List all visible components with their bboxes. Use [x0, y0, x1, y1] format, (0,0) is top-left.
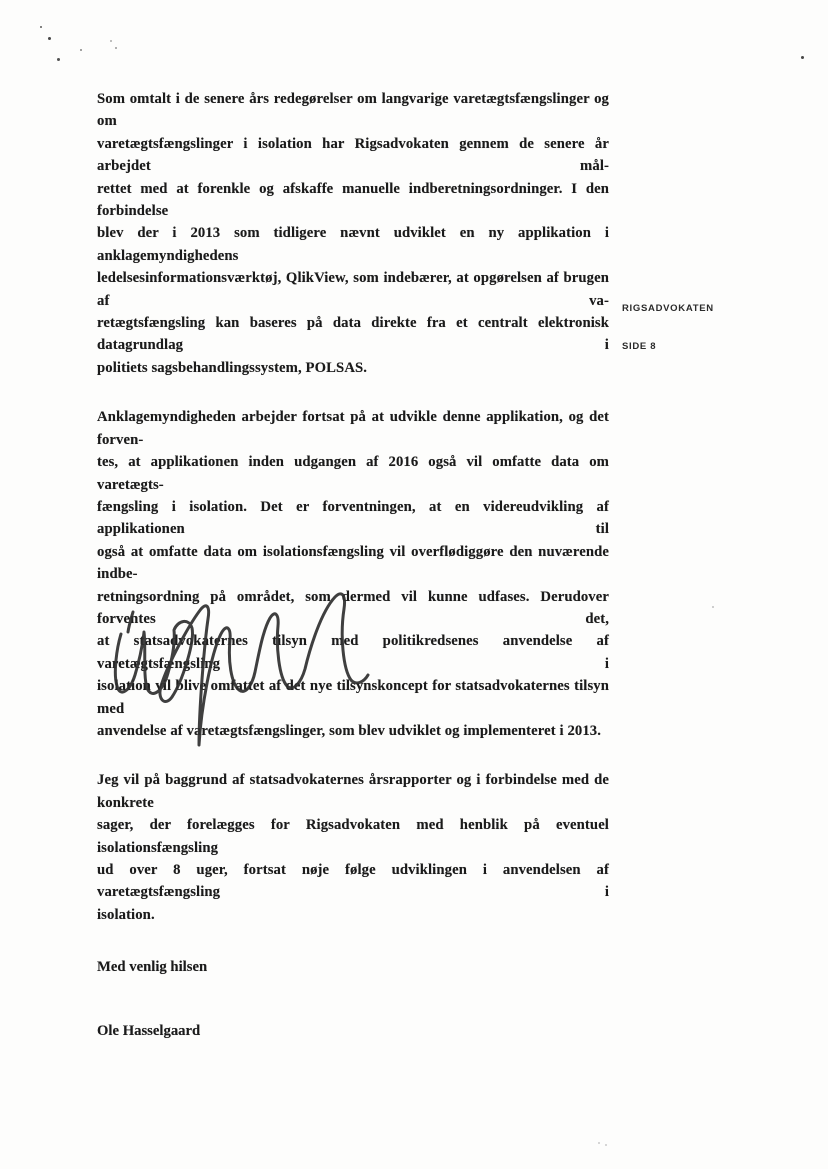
- closing-salutation: Med venlig hilsen: [97, 959, 208, 976]
- scan-speck: [48, 37, 51, 40]
- letter-paragraphs: [97, 88, 609, 926]
- text-line: isolation vil blive omfattet af det nye tilsynskoncept for statsadvokaternes tilsyn med: [97, 678, 609, 717]
- text-line: retægtsfængsling kan baseres på data direkte fra et centralt elektronisk datagrundlag i: [97, 315, 609, 354]
- text-line: ledelsesinformationsværktøj, QlikView, som indebærer, at opgørelsen af brugen af va-: [97, 270, 609, 309]
- paragraph: [97, 406, 609, 742]
- scan-speck: [801, 56, 804, 59]
- text-line: retningsordning på området, som dermed vil kunne udfases. Derudover forventes det,: [97, 588, 609, 627]
- scan-speck: [40, 26, 42, 28]
- text-line: varetægtsfængslinger i isolation har Rigsadvokaten gennem de senere år arbejdet mål-: [97, 135, 609, 175]
- scan-speck: [80, 49, 82, 51]
- signer-name: Ole Hasselgaard: [97, 1022, 201, 1039]
- scan-speck: [115, 47, 117, 49]
- text-line: at statsadvokaternes tilsyn med politikredsenes anvendelse af varetægtsfængsling i: [97, 633, 609, 672]
- scan-speck: [598, 1142, 600, 1144]
- scan-speck: [605, 1144, 607, 1146]
- text-line: også at omfatte data om isolationsfængsling vil overflødiggøre den nuværende indbe-: [97, 543, 609, 583]
- text-line: Som omtalt i de senere års redegørelser om langvarige varetægtsfængslinger og om: [97, 91, 609, 130]
- letter-body: [97, 88, 609, 1042]
- text-line: politiets sagsbehandlingssystem, POLSAS.: [97, 359, 368, 376]
- text-line: Jeg vil på baggrund af statsadvokaternes årsrapporter og i forbindelse med de konkrete: [97, 772, 609, 811]
- text-line: blev der i 2013 som tidligere nævnt udviklet en ny applikation i anklagemyndighedens: [97, 225, 609, 264]
- margin-org-label: RIGSADVOKATEN: [622, 303, 714, 314]
- text-line: anvendelse af varetægtsfængslinger, som blev udviklet og implementeret i 2013.: [97, 722, 602, 739]
- scan-speck: [110, 40, 112, 42]
- text-line: isolation.: [97, 906, 155, 923]
- text-line: rettet med at forenkle og afskaffe manuelle indberetningsordninger. I den forbindelse: [97, 180, 609, 220]
- margin-labels: [622, 303, 782, 352]
- scan-speck: [712, 606, 714, 608]
- text-line: tes, at applikationen inden udgangen af 2016 også vil omfatte data om varetægts-: [97, 454, 609, 493]
- margin-page-label: SIDE 8: [622, 341, 657, 352]
- paragraph: [97, 88, 609, 379]
- scan-speck: [57, 58, 60, 61]
- text-line: ud over 8 uger, fortsat nøje følge udviklingen i anvendelsen af varetægtsfængsling i: [97, 862, 609, 901]
- paragraph: [97, 769, 609, 926]
- text-line: Anklagemyndigheden arbejder fortsat på at udvikle denne applikation, og det forven-: [97, 409, 609, 448]
- text-line: sager, der forelægges for Rigsadvokaten med henblik på eventuel isolationsfængsling: [97, 817, 609, 856]
- text-line: fængsling i isolation. Det er forventningen, at en videreudvikling af applikationen til: [97, 498, 609, 538]
